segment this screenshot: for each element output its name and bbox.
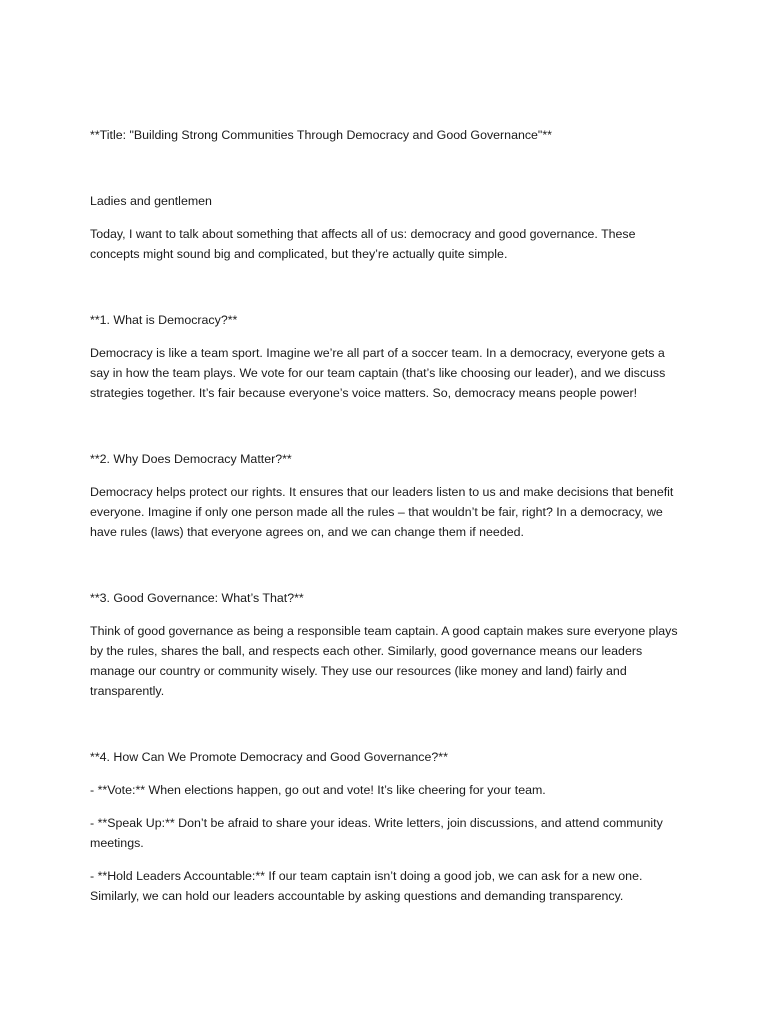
- greeting: Ladies and gentlemen: [90, 194, 212, 208]
- intro-paragraph: Today, I want to talk about something that affects all of us: democracy and good governance. These concepts might sound big and complicated, but they’re actually quite simple.: [90, 227, 636, 261]
- section-body-1: Democracy is like a team sport. Imagine we’re all part of a soccer team. In a democracy, everyone gets a say in how the team plays. We vote for our team captain (that’s like choosing our leader), and we discuss strategies together. It’s fair because everyone’s voice matters. So, democracy means people power!: [90, 346, 666, 400]
- section-body-3: Think of good governance as being a responsible team captain. A good captain makes sure everyone plays by the rules, shares the ball, and respects each other. Similarly, good governance means our leaders manage our country or community wisely. They use our resources (like money and land) fairly and transparently.: [90, 624, 678, 698]
- section-heading-4: **4. How Can We Promote Democracy and Good Governance?**: [90, 750, 448, 764]
- section-heading-1: **1. What is Democracy?**: [90, 313, 238, 327]
- section-heading-3: **3. Good Governance: What’s That?**: [90, 591, 304, 605]
- bullet-hold-leaders-accountable: - **Hold Leaders Accountable:** If our team captain isn’t doing a good job, we can ask for a new one. Similarly, we can hold our leaders accountable by asking questions and demanding transparency.: [90, 869, 643, 903]
- section-body-2: Democracy helps protect our rights. It ensures that our leaders listen to us and make decisions that benefit everyone. Imagine if only one person made all the rules – that wouldn’t be fair, right? In a democracy, we have rules (laws) that everyone agrees on, and we can change them if needed.: [90, 485, 674, 539]
- document-title: **Title: "Building Strong Communities Through Democracy and Good Governance"**: [90, 128, 552, 142]
- section-heading-2: **2. Why Does Democracy Matter?**: [90, 452, 292, 466]
- bullet-vote: - **Vote:** When elections happen, go out and vote! It’s like cheering for your team.: [90, 783, 546, 797]
- bullet-speak-up: - **Speak Up:** Don’t be afraid to share your ideas. Write letters, join discussions, and attend community meetings.: [90, 816, 663, 850]
- document-body: [90, 125, 680, 919]
